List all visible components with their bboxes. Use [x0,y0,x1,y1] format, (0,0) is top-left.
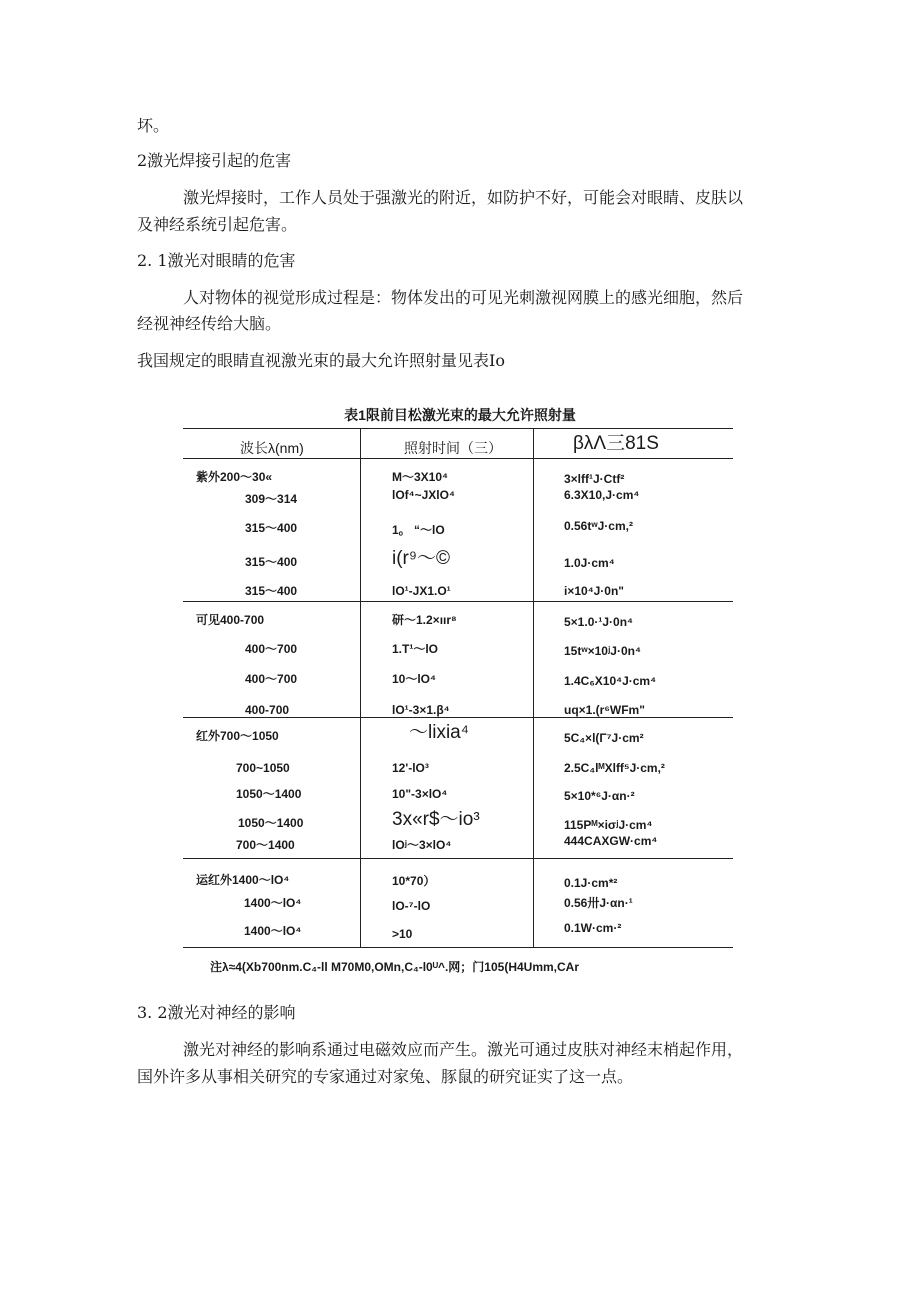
paragraph-line: 及神经系统引起危害。 [137,215,298,234]
cell-time: lO¹-3×1.β⁴ [392,703,450,717]
table-bottom-rule [183,947,733,948]
cell-mpe: 6.3X10,J·cm⁴ [564,488,640,502]
paragraph-line: 我国规定的眼睛直视激光束的最大允许照射量见表Io [137,351,505,370]
paragraph-line: 国外许多从事相关研究的专家通过对家兔、豚鼠的研究证实了这一点。 [137,1067,634,1086]
paragraph-line: 人对物体的视觉形成过程是：物体发出的可见光刺激视网膜上的感光细胞，然后 [183,288,744,307]
section-heading-2: 2激光焊接引起的危害 [137,151,292,170]
cell-time: 10"-3×lO⁴ [392,787,448,801]
cell-mpe: uq×1.(r⁶WFm" [564,703,645,717]
table-column-divider [360,428,361,947]
cell-time: 3x«r$～io³ [392,809,480,830]
table-column-divider [533,428,534,947]
cell-wavelength: 可见400-700 [196,613,265,627]
table-top-rule [183,428,733,429]
cell-wavelength: 运红外1400～lO⁴ [196,873,290,887]
cell-time: lOf⁴~JXlO⁴ [392,488,455,502]
cell-wavelength: 400-700 [245,703,290,717]
cell-time: 1。 “～lO [392,523,445,537]
paragraph-line: 经视神经传给大脑。 [137,314,282,333]
cell-time: 10*70） [392,874,436,888]
cell-mpe: 0.1J·cm*² [564,876,618,890]
cell-mpe: 5C₄×l(Γ⁷J·cm² [564,731,644,745]
cell-mpe: 15tʷ×10ʲJ·0n⁴ [564,644,641,658]
cell-wavelength: 315～400 [245,521,298,535]
cell-wavelength: 315～400 [245,584,298,598]
cell-mpe: 5×10*⁶J·αn·² [564,789,635,803]
cell-wavelength: 1400～lO⁴ [244,924,302,938]
cell-time: lO-⁷-lO [392,899,431,913]
table-title: 表1限前目松激光束的最大允许照射量 [344,407,576,423]
cell-mpe: 0.56卅J·αn·¹ [564,896,633,910]
cell-wavelength: 400～700 [245,672,298,686]
cell-wavelength: 700～1400 [236,838,295,852]
cell-wavelength: 400～700 [245,642,298,656]
header-max-exposure: βλΛ三81S [573,433,659,454]
section-heading-2-1: 2. 1激光对眼睛的危害 [137,251,296,270]
table-group-rule [183,858,733,859]
cell-mpe: 444CAXGW·cm⁴ [564,834,658,848]
cell-wavelength: 红外700～1050 [196,729,279,743]
paragraph-line: 激光对神经的影响系通过电磁效应而产生。激光可通过皮肤对神经末梢起作用， [183,1040,744,1059]
cell-time: 10～lO⁴ [392,672,436,686]
cell-time: 研～1.2×ıır⁸ [392,613,457,627]
cell-time: lOʲ～3×lO⁴ [392,838,452,852]
cell-mpe: 1.4C₆X10⁴J·cm⁴ [564,674,657,688]
cell-time: M～3X10⁴ [392,470,448,484]
header-wavelength: 波长λ(nm) [240,440,304,456]
cell-mpe: 0.56tʷJ·cm,² [564,519,633,533]
table-group-rule [183,601,733,602]
cell-wavelength: 309～314 [245,492,298,506]
cell-time: lO¹-JX1.O¹ [392,584,451,598]
cell-time: ～lixia⁴ [409,722,469,743]
paragraph-fragment: 坏。 [137,116,170,135]
cell-wavelength: 700~1050 [236,761,290,775]
cell-wavelength: 紫外200～30« [196,470,273,484]
cell-mpe: 115Pᴹ×iσʲJ·cm⁴ [564,818,653,832]
cell-mpe: 1.0J·cm⁴ [564,556,615,570]
cell-wavelength: 1050～1400 [236,787,302,801]
table-note: 注λ≈4(Xb700nm.C₄-ll M70M0,OMn,C₄-l0ᵁ^.网；门105(H4Umm,CAr [210,960,579,974]
cell-wavelength: 315～400 [245,555,298,569]
cell-mpe: 3×lff¹J·Ctf² [564,472,625,486]
cell-time: i(r⁹～© [392,548,451,569]
cell-time: 12'-lO³ [392,761,429,775]
header-exposure-time: 照射时间（三） [404,440,502,456]
cell-wavelength: 1050～1400 [238,816,304,830]
paragraph-line: 激光焊接时，工作人员处于强激光的附近，如防护不好，可能会对眼睛、皮肤以 [183,188,744,207]
section-heading-3-2: 3. 2激光对神经的影响 [137,1003,296,1022]
cell-time: >10 [392,927,413,941]
table-header-rule [183,458,733,459]
cell-mpe: 2.5C₄lᴹXlff⁵J·cm,² [564,761,665,775]
cell-mpe: 5×1.0·¹J·0n⁴ [564,615,633,629]
cell-mpe: 0.1W·cm·² [564,921,622,935]
cell-wavelength: 1400～lO⁴ [244,896,302,910]
cell-time: 1.T¹～lO [392,642,439,656]
cell-mpe: i×10⁴J·0n" [564,584,624,598]
